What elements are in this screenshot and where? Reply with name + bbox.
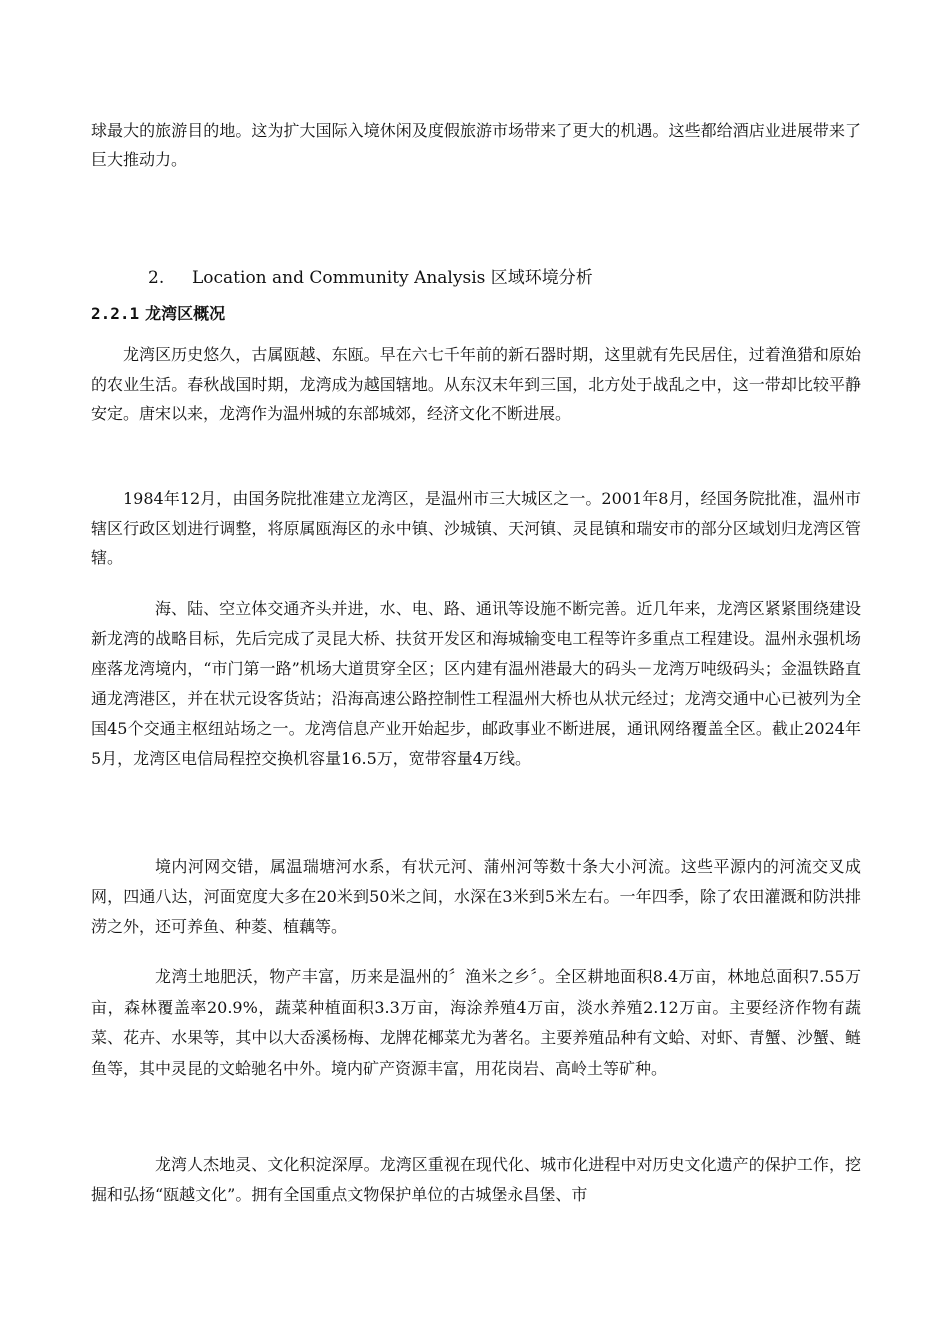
transport-paragraph: 海、陆、空立体交通齐头并进，水、电、路、通讯等设施不断完善。近几年来，龙湾区紧紧围绕建设新龙湾的战略目标，先后完成了灵昆大桥、扶贫开发区和海城输变电工程等许多重点工程建设。温州永强机场座落龙湾境内，“市门第一路”机场大道贯穿全区；区内建有温州港最大的码头－龙湾万吨级码头；金温铁路直通龙湾港区，并在状元设客货站；沿海高速公路控制性工程温州大桥也从状元经过；龙湾交通中心已被列为全国45个交通主枢纽站场之一。龙湾信息产业开始起步，邮政事业不断进展，通讯网络覆盖全区。截止2024年5月，龙湾区电信局程控交换机容量16.5万，宽带容量4万线。 xyxy=(91,599,861,768)
section-title: Location and Community Analysis 区域环境分析 xyxy=(192,268,593,288)
subsection-title: 龙湾区概况 xyxy=(145,304,226,323)
subsection-heading xyxy=(91,300,225,328)
culture-paragraph: 龙湾人杰地灵、文化积淀深厚。龙湾区重视在现代化、城市化进程中对历史文化遗产的保护工作，挖掘和弘扬“瓯越文化”。拥有全国重点文物保护单位的古城堡永昌堡、市 xyxy=(91,1155,861,1204)
establishment-paragraph: 1984年12月，由国务院批准建立龙湾区，是温州市三大城区之一。2001年8月，经国务院批准，温州市辖区行政区划进行调整，将原属瓯海区的永中镇、沙城镇、天河镇、灵昆镇和瑞安市的部分区域划归龙湾区管辖。 xyxy=(91,489,861,567)
agriculture-paragraph: 龙湾土地肥沃，物产丰富，历来是温州的〞渔米之乡〞。全区耕地面积8.4万亩，林地总面积7.55万亩，森林覆盖率20.9%，蔬菜种植面积3.3万亩，海涂养殖4万亩，淡水养殖2.12万亩。主要经济作物有蔬菜、花卉、水果等，其中以大岙溪杨梅、龙牌花椰菜尤为著名。主要养殖品种有文蛤、对虾、青蟹、沙蟹、鲢鱼等，其中灵昆的文蛤驰名中外。境内矿产资源丰富，用花岗岩、高岭土等矿种。 xyxy=(91,967,861,1078)
history-paragraph: 龙湾区历史悠久，古属瓯越、东瓯。早在六七千年前的新石器时期，这里就有先民居住，过着渔猎和原始的农业生活。春秋战国时期，龙湾成为越国辖地。从东汉末年到三国，北方处于战乱之中，这一带却比较平静安定。唐宋以来，龙湾作为温州城的东部城郊，经济文化不断进展。 xyxy=(91,345,861,423)
section-number: 2. xyxy=(148,268,165,288)
rivers-paragraph: 境内河网交错，属温瑞塘河水系，有状元河、蒲州河等数十条大小河流。这些平源内的河流交叉成网，四通八达，河面宽度大多在20米到50米之间，水深在3米到5米左右。一年四季，除了农田灌溉和防洪排涝之外，还可养鱼、种菱、植藕等。 xyxy=(91,857,861,936)
subsection-number: 2.2.1 xyxy=(91,304,140,323)
section-heading xyxy=(148,264,593,292)
intro-continuation-paragraph: 球最大的旅游目的地。这为扩大国际入境休闲及度假旅游市场带来了更大的机遇。这些都给酒店业进展带来了巨大推动力。 xyxy=(91,121,861,169)
